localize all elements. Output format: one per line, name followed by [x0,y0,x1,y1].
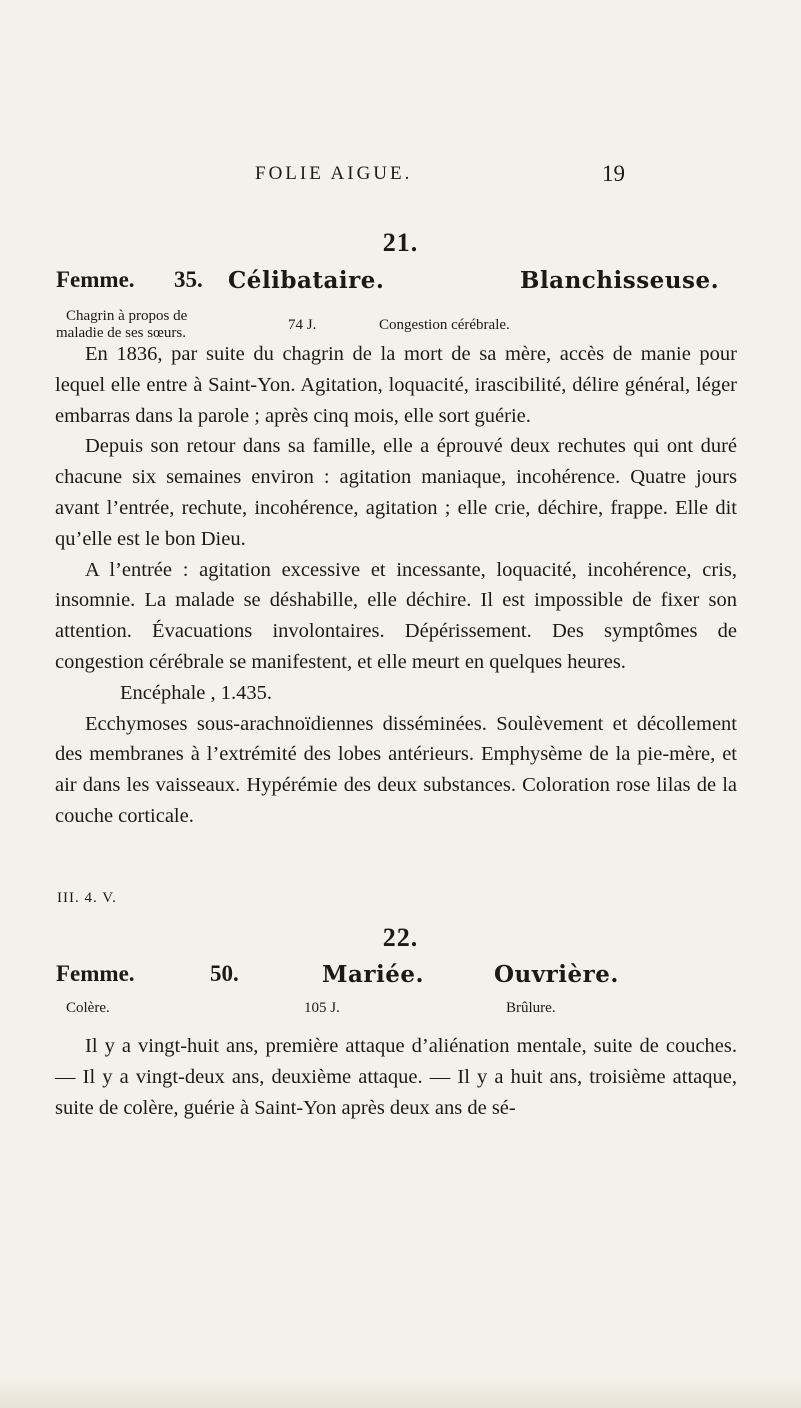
case-22-cause: Colère. [66,1000,110,1016]
case-21-death-cause: Congestion cérébrale. [379,317,510,333]
case-21-duration: 74 J. [288,317,317,333]
case-21-paragraph-1: En 1836, par suite du chagrin de la mort de sa mère, accès de manie pour lequel elle entre à Saint-Yon. Agitation, loquacité, irascibilité, délire général, léger embarras dans la parole ; après cinq mois, elle sort guérie. [55,343,737,427]
case-22-sex: Femme. [56,961,135,986]
case-22-paragraph: Il y a vingt-huit ans, première attaque d’aliénation mentale, suite de couches. — Il y a vingt-deux ans, deuxième attaque. — Il y a huit ans, troisième attaque, suite de colère, guérie à Saint-Yon après deux ans de sé- [55,1035,737,1119]
case-21-encephale-weight: Encéphale , 1.435. [120,681,272,704]
case-21-age: 35. [174,267,203,292]
case-21-occupation: Blanchisseuse. [520,267,720,294]
case-21-autopsy-paragraph: Ecchymoses sous-arachnoïdiennes disséminées. Soulèvement et décollement des membranes à l’extrémité des lobes antérieurs. Emphysème de la pie-mère, et air dans les vaisseaux. Hypérémie des deux substances. Coloration rose lilas de la couche corticale. [55,712,737,827]
case-22-subheader [56,1000,746,1020]
case-21-sex: Femme. [56,267,135,292]
case-21-cause-line1: Chagrin à propos de [66,308,188,324]
case-21-header [56,267,746,301]
case-21-note: III. 4. V. [57,890,117,906]
case-22-age: 50. [210,961,239,986]
case-21-paragraph-2: Depuis son retour dans sa famille, elle a éprouvé deux rechutes qui ont duré chacune six semaines environ : agitation maniaque, incohérence. Quatre jours avant l’entrée, rechute, incohérence, agitation ; elle crie, déchire, frappe. Elle dit qu’elle est le bon Dieu. [55,435,737,550]
running-head [255,163,625,193]
case-21-body [55,339,737,832]
case-21-cause-line2: maladie de ses sœurs. [56,325,186,341]
case-22-occupation: Ouvrière. [494,961,619,988]
case-number-21: 21. [382,228,419,257]
case-21-status: Célibataire. [228,267,385,294]
running-title: FOLIE AIGUE. [255,163,413,184]
case-22-body [55,1031,737,1123]
case-21-paragraph-3: A l’entrée : agitation excessive et incessante, loquacité, incohérence, cris, insomnie. La malade se déshabille, elle déchire. Il est impossible de fixer son attention. Évacuations involontaires. Dépérissement. Des symptômes de congestion cérébrale se manifestent, et elle meurt en quelques heures. [55,558,737,673]
case-22-header [56,961,746,995]
case-22-duration: 105 J. [304,1000,340,1016]
case-22-death-cause: Brûlure. [506,1000,556,1016]
scan-bottom-edge [0,1380,801,1408]
page-number: 19 [602,161,625,186]
case-number-22: 22. [382,923,419,952]
case-22-status: Mariée. [322,961,424,988]
